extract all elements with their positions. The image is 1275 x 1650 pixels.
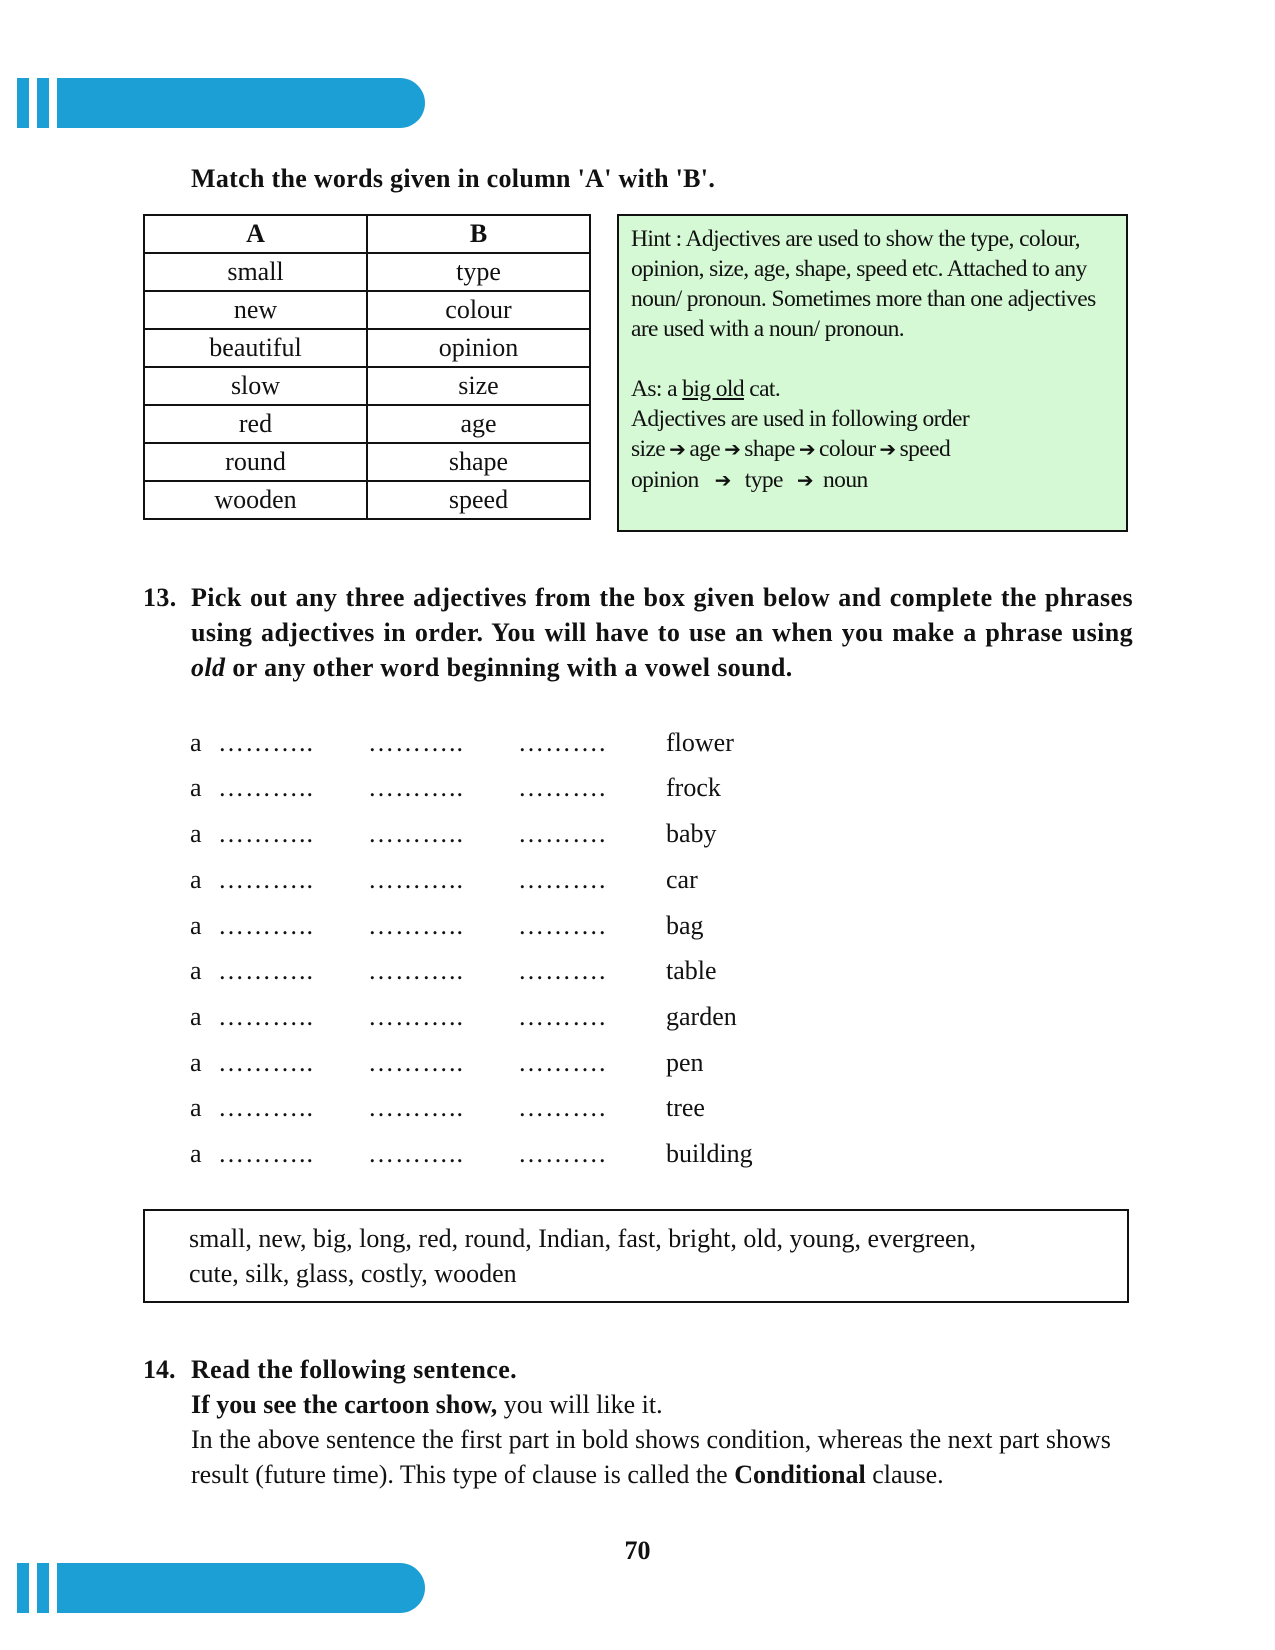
blank-3[interactable]: ………. — [518, 728, 607, 757]
phrase-row — [190, 1048, 890, 1084]
hint-order-intro: Adjectives are used in following order — [631, 406, 970, 432]
order-word: type — [744, 467, 783, 493]
question-title: Read the following sentence. — [191, 1355, 518, 1384]
table-row — [144, 443, 590, 481]
order-word: age — [689, 436, 721, 462]
conditional-term: Conditional — [734, 1460, 866, 1489]
phrase-noun: flower — [666, 728, 734, 757]
explanation — [191, 1422, 1133, 1492]
match-table — [143, 214, 591, 520]
phrase-row — [190, 728, 890, 764]
article: a — [190, 728, 202, 757]
question-13 — [143, 580, 1133, 685]
condition-part: If you see the cartoon show, — [191, 1390, 498, 1419]
blank-1[interactable]: ……….. — [218, 911, 314, 940]
article: a — [190, 1048, 202, 1077]
phrase-noun: building — [666, 1139, 753, 1168]
arrow-right-icon: ➔ — [798, 439, 815, 461]
order-word: speed — [899, 436, 951, 462]
blank-1[interactable]: ……….. — [218, 819, 314, 848]
word-box-line: cute, silk, glass, costly, wooden — [189, 1259, 517, 1288]
decor-pill — [57, 1563, 425, 1613]
col-b-header: B — [367, 215, 590, 253]
blank-3[interactable]: ………. — [518, 865, 607, 894]
col-a-cell: wooden — [144, 481, 367, 519]
blank-2[interactable]: ……….. — [368, 728, 464, 757]
question-number: 13. — [143, 583, 177, 612]
blank-2[interactable]: ……….. — [368, 1002, 464, 1031]
arrow-right-icon: ➔ — [714, 470, 731, 492]
blank-1[interactable]: ……….. — [218, 1139, 314, 1168]
col-b-cell: opinion — [367, 329, 590, 367]
blank-3[interactable]: ………. — [518, 911, 607, 940]
order-word: shape — [744, 436, 795, 462]
example-prefix: As: a — [631, 376, 683, 402]
question-body — [191, 1352, 1133, 1492]
blank-2[interactable]: ……….. — [368, 865, 464, 894]
blank-3[interactable]: ………. — [518, 819, 607, 848]
arrow-right-icon: ➔ — [724, 439, 741, 461]
col-b-cell: size — [367, 367, 590, 405]
col-a-cell: slow — [144, 367, 367, 405]
order-word: size — [631, 436, 666, 462]
blank-1[interactable]: ……….. — [218, 773, 314, 802]
phrase-row — [190, 911, 890, 947]
phrase-noun: tree — [666, 1093, 705, 1122]
blank-3[interactable]: ………. — [518, 1002, 607, 1031]
explanation-text: clause. — [865, 1460, 944, 1489]
hint-box — [617, 214, 1128, 532]
result-part: you will like it. — [497, 1390, 663, 1419]
decor-pill — [57, 78, 425, 128]
col-b-cell: age — [367, 405, 590, 443]
order-word: opinion — [631, 467, 699, 493]
table-header-row — [144, 215, 590, 253]
phrase-row — [190, 1002, 890, 1038]
blank-1[interactable]: ……….. — [218, 728, 314, 757]
blank-2[interactable]: ……….. — [368, 1139, 464, 1168]
article: a — [190, 911, 202, 940]
article: a — [190, 1002, 202, 1031]
article: a — [190, 956, 202, 985]
col-a-cell: new — [144, 291, 367, 329]
blank-3[interactable]: ………. — [518, 1093, 607, 1122]
blank-3[interactable]: ………. — [518, 1139, 607, 1168]
phrase-noun: pen — [666, 1048, 704, 1077]
col-a-cell: small — [144, 253, 367, 291]
phrase-noun: frock — [666, 773, 721, 802]
question-text-part: Pick out any three adjectives from the box given below and complete the phrases using adjectives in order. You will have to use an when you make a phrase using — [191, 583, 1133, 647]
table-row — [144, 329, 590, 367]
phrase-noun: baby — [666, 819, 717, 848]
blank-1[interactable]: ……….. — [218, 865, 314, 894]
col-b-cell: colour — [367, 291, 590, 329]
page-number: 70 — [624, 1536, 651, 1565]
table-row — [144, 405, 590, 443]
phrase-row — [190, 773, 890, 809]
article: a — [190, 1093, 202, 1122]
hint-example — [631, 374, 1116, 404]
col-b-cell: type — [367, 253, 590, 291]
article: a — [190, 865, 202, 894]
table-row — [144, 291, 590, 329]
example-suffix: cat. — [743, 376, 781, 402]
explanation-text: In the above sentence the first part in bold shows condition, whereas the next part shows result (future time). This type of clause is called the — [191, 1425, 1111, 1489]
col-a-cell: beautiful — [144, 329, 367, 367]
question-14 — [143, 1352, 1133, 1492]
table-row — [144, 481, 590, 519]
adjective-word-box — [143, 1209, 1129, 1303]
example-sentence — [191, 1387, 1133, 1422]
phrase-noun: bag — [666, 911, 704, 940]
col-b-cell: shape — [367, 443, 590, 481]
arrow-right-icon: ➔ — [879, 439, 896, 461]
blank-1[interactable]: ……….. — [218, 956, 314, 985]
article: a — [190, 773, 202, 802]
match-heading: Match the words given in column 'A' with 'B'. — [191, 164, 716, 193]
blank-3[interactable]: ………. — [518, 773, 607, 802]
article: a — [190, 1139, 202, 1168]
hint-order-line1 — [631, 434, 1116, 465]
question-text — [191, 580, 1133, 685]
hint-order-line2 — [631, 465, 1116, 496]
blank-2[interactable]: ……….. — [368, 1048, 464, 1077]
phrase-row — [190, 819, 890, 855]
decor-stripe — [37, 1563, 49, 1613]
phrase-noun: car — [666, 865, 698, 894]
decor-stripe — [37, 78, 49, 128]
blank-1[interactable]: ……….. — [218, 1002, 314, 1031]
question-number: 14. — [143, 1355, 176, 1384]
table-row — [144, 367, 590, 405]
decor-stripe — [17, 78, 29, 128]
order-word: noun — [823, 467, 868, 493]
col-a-cell: red — [144, 405, 367, 443]
col-a-cell: round — [144, 443, 367, 481]
blank-2[interactable]: ……….. — [368, 1093, 464, 1122]
blank-1[interactable]: ……….. — [218, 1093, 314, 1122]
italic-word: old — [191, 653, 226, 682]
order-word: colour — [818, 436, 876, 462]
arrow-right-icon: ➔ — [796, 470, 814, 492]
arrow-right-icon: ➔ — [669, 439, 686, 461]
word-box-line: small, new, big, long, red, round, Indian, fast, bright, old, young, evergreen, — [189, 1224, 977, 1253]
phrase-row — [190, 865, 890, 901]
col-a-header: A — [144, 215, 367, 253]
table-row — [144, 253, 590, 291]
phrase-row — [190, 956, 890, 992]
article: a — [190, 819, 202, 848]
question-text-part: or any other word beginning with a vowel sound. — [225, 653, 793, 682]
blank-2[interactable]: ……….. — [368, 819, 464, 848]
blank-2[interactable]: ……….. — [368, 773, 464, 802]
phrase-row — [190, 1139, 890, 1175]
decor-stripe — [17, 1563, 29, 1613]
phrase-noun: garden — [666, 1002, 737, 1031]
example-underlined: big old — [682, 376, 744, 402]
phrase-row — [190, 1093, 890, 1129]
blank-1[interactable]: ……….. — [218, 1048, 314, 1077]
blank-3[interactable]: ………. — [518, 1048, 607, 1077]
hint-text: Hint : Adjectives are used to show the type, colour, opinion, size, age, shape, speed etc. Attached to any noun/ pronoun. Sometimes more than one adjectives are used with a noun/ pronoun. — [631, 226, 1096, 342]
phrase-noun: table — [666, 956, 717, 985]
blank-3[interactable]: ………. — [518, 956, 607, 985]
blank-2[interactable]: ……….. — [368, 911, 464, 940]
blank-2[interactable]: ……….. — [368, 956, 464, 985]
col-b-cell: speed — [367, 481, 590, 519]
